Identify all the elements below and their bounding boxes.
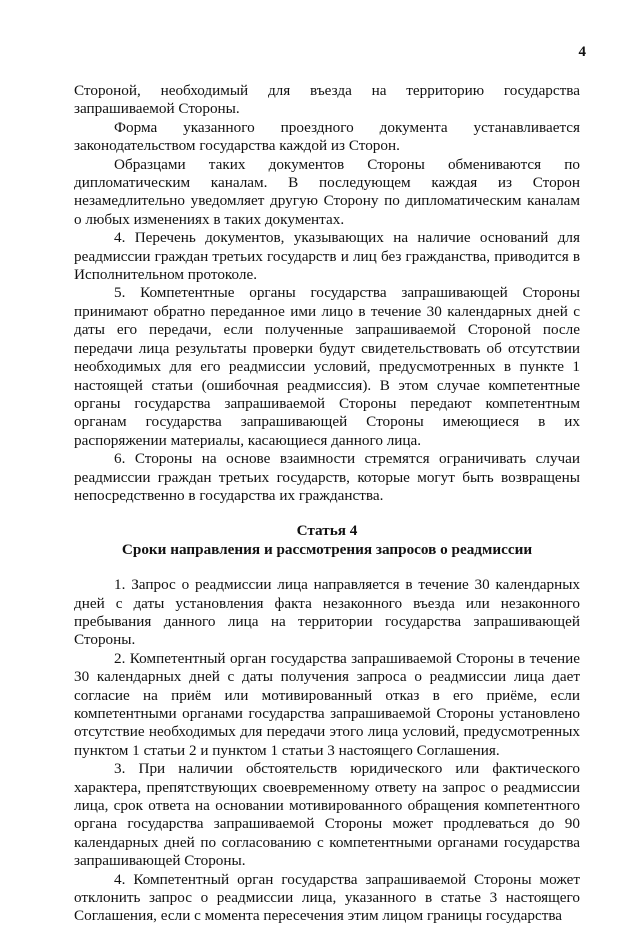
document-body <box>74 82 580 926</box>
paragraph: 5. Компетентные органы государства запрашивающей Стороны принимают обратно переданное ими лицо в течение 30 календарных дней с даты его передачи, если полученные запрашиваемой Стороной после передачи лица результаты проверки будут свидетельствовать об отсутствии необходимых для его реадмиссии условий, предусмотренных в пункте 1 настоящей статьи (ошибочная реадмиссия). В этом случае компетентные органы государства запрашиваемой Стороны передают компетентным органам государства запрашивающей Стороны имеющиеся в их распоряжении материалы, касающиеся данного лица. <box>74 284 580 449</box>
article-number: Статья 4 <box>296 522 358 540</box>
paragraph: Стороной, необходимый для въезда на территорию государства запрашиваемой Стороны. <box>74 82 580 118</box>
paragraph-group-top <box>74 82 580 505</box>
paragraph: 1. Запрос о реадмиссии лица направляется в течение 30 календарных дней с даты установления факта незаконного въезда или незаконного пребывания данного лица на территории государства запрашивающей Стороны. <box>74 576 580 649</box>
paragraph: Образцами таких документов Стороны обмениваются по дипломатическим каналам. В последующем каждая из Сторон незамедлительно уведомляет другую Сторону по дипломатическим каналам о любых изменениях в таких документах. <box>74 155 580 228</box>
page-number: 4 <box>578 44 586 60</box>
paragraph: 3. При наличии обстоятельств юридического или фактического характера, препятствующих своевременному ответу на запрос о реадмиссии лица, срок ответа на основании мотивированного обращения компетентного органа государства запрашиваемой Стороны может продлеваться до 90 календарных дней по согласованию с компетентными органами государства запрашивающей Стороны. <box>74 760 580 870</box>
paragraph-group-bottom <box>74 576 580 926</box>
article-title: Сроки направления и рассмотрения запросов о реадмиссии <box>121 540 533 558</box>
paragraph: 4. Компетентный орган государства запрашиваемой Стороны может отклонить запрос о реадмиссии лица, указанного в статье 3 настоящего Соглашения, если с момента пересечения этим лицом границы государства <box>74 870 580 925</box>
paragraph: 4. Перечень документов, указывающих на наличие оснований для реадмиссии граждан третьих государств и лиц без гражданства, приводится в Исполнительном протоколе. <box>74 229 580 284</box>
paragraph: 6. Стороны на основе взаимности стремятся ограничивать случаи реадмиссии граждан третьих государств, которые могут быть возвращены непосредственно в государства их гражданства. <box>74 450 580 504</box>
paragraph: Форма указанного проездного документа устанавливается законодательством государства каждой из Сторон. <box>74 118 580 155</box>
paragraph: 2. Компетентный орган государства запрашиваемой Стороны в течение 30 календарных дней с даты получения запроса о реадмиссии лица дает согласие на приём или мотивированный отказ в его приёме, если компетентными органами государства запрашиваемой Стороны установлено отсутствие необходимых для передачи этого лица условий, предусмотренных пунктом 1 статьи 2 и пунктом 1 статьи 3 настоящего Соглашения. <box>74 649 580 759</box>
